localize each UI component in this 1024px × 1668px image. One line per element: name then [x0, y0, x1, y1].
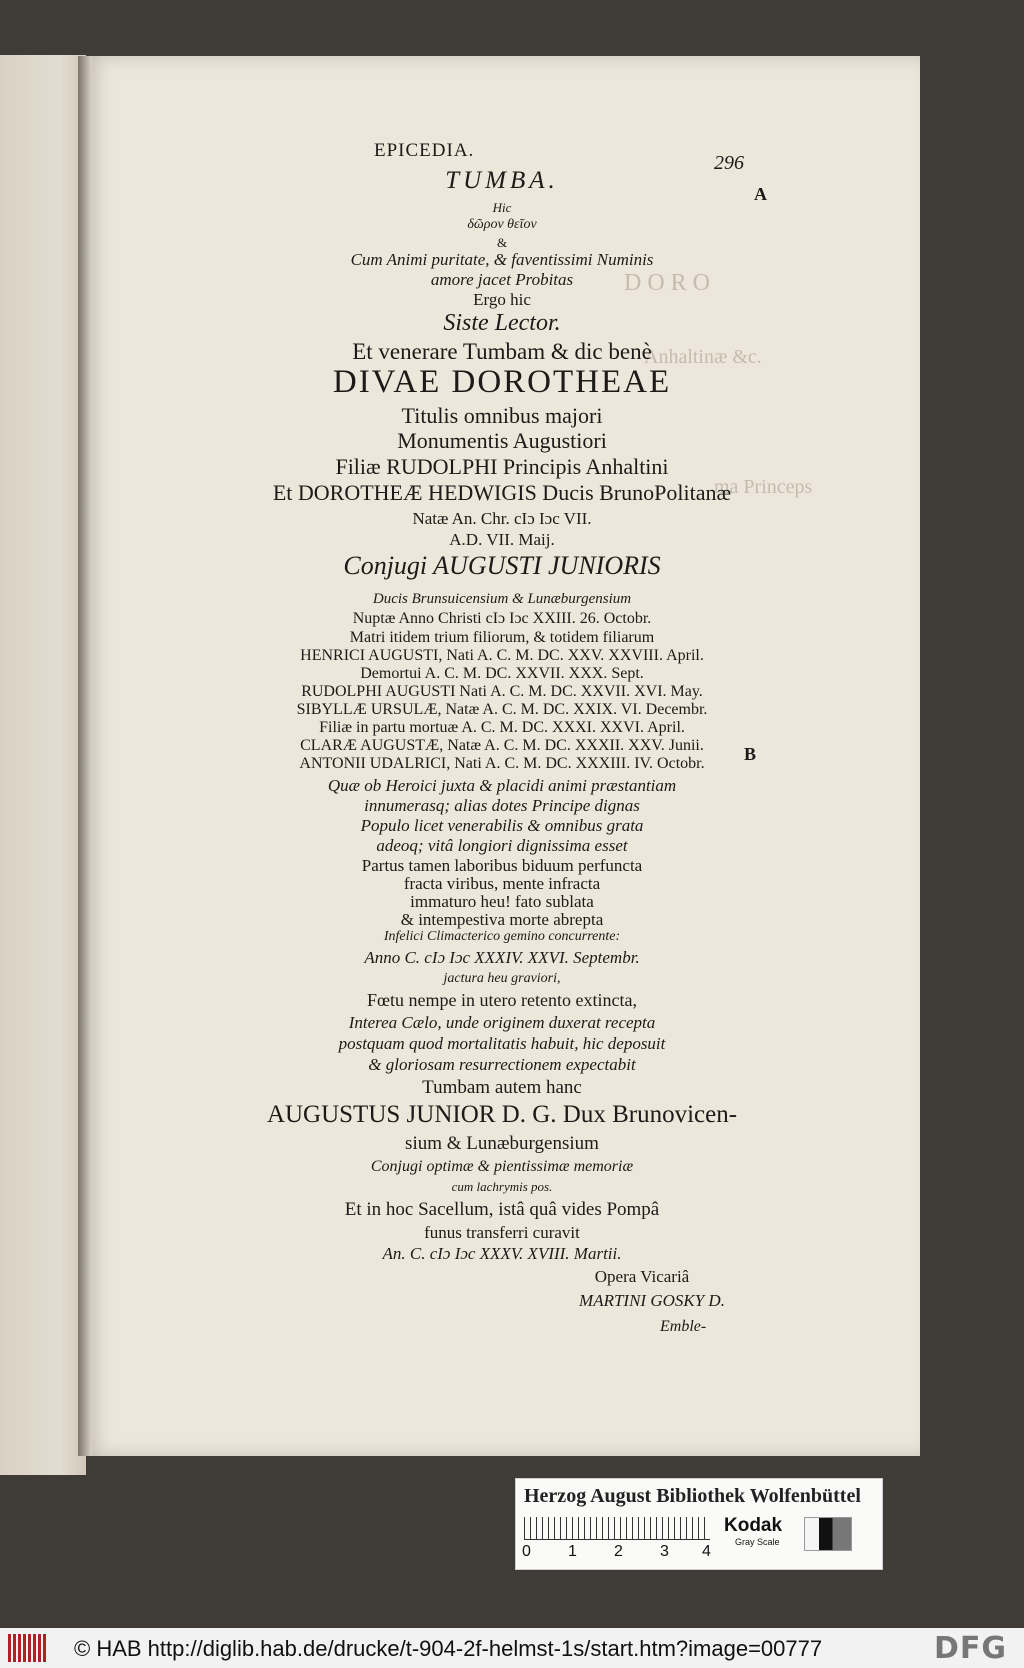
color-calibration-card — [515, 1478, 883, 1570]
poem-line-05: Cum Animi puritate, & faventissimi Numinis — [350, 250, 654, 269]
poem-line-31: adeoq; vitâ longiori dignissima esset — [376, 836, 628, 855]
poem-line-39: Fœtu nempe in utero retento extincta, — [367, 990, 637, 1010]
kodak-label: Kodak — [724, 1515, 783, 1536]
poem-line-04: & — [496, 235, 508, 250]
poem-line-25: Filiæ in partu mortuæ A. C. M. DC. XXXI. XXVI. April. — [319, 719, 685, 736]
poem-line-44: AUGUSTUS JUNIOR D. G. Dux Brunovicen- — [266, 1101, 738, 1128]
poem-line-34: immaturo heu! fato sublata — [410, 892, 594, 911]
poem-line-14: Et DOROTHEÆ HEDWIGIS Ducis BrunoPolitanæ — [272, 480, 732, 505]
poem-line-35: & intempestiva morte abrepta — [400, 910, 604, 929]
poem-line-22: Demortui A. C. M. DC. XXVII. XXX. Sept. — [360, 665, 644, 682]
dfg-logo: DFG — [934, 1631, 1008, 1666]
poem-line-21: HENRICI AUGUSTI, Nati A. C. M. DC. XXV. XXVIII. April. — [300, 647, 704, 664]
poem-line-42: & gloriosam resurrectionem expectabit — [368, 1055, 636, 1074]
bleed-through-text: ma Princeps — [714, 476, 813, 498]
poem-line-51: Opera Vicariâ — [594, 1267, 690, 1286]
poem-line-03: δῶρον θεῖον — [467, 217, 537, 232]
poem-line-27: ANTONII UDALRICI, Nati A. C. M. DC. XXXIII. IV. Octobr. — [299, 755, 705, 772]
poem-line-01: TUMBA. — [445, 167, 559, 194]
poem-line-47: cum lachrymis pos. — [451, 1179, 553, 1194]
signature-mark-a: A — [754, 184, 767, 204]
poem-line-18: Ducis Brunsuicensium & Lunæburgensium — [372, 591, 632, 607]
poem-line-37: Anno C. cIɔ Iɔc XXXIV. XXVI. Septembr. — [364, 948, 640, 967]
copyright-url[interactable]: © HAB http://diglib.hab.de/drucke/t-904-2f-helmst-1s/start.htm?image=00777 — [74, 1636, 823, 1661]
ruler-number: 2 — [614, 1543, 623, 1560]
poem-line-36: Infelici Climacterico gemino concurrente: — [383, 929, 621, 944]
poem-line-15: Natæ An. Chr. cIɔ Iɔc VII. — [412, 509, 592, 528]
poem-line-24: SIBYLLÆ URSULÆ, Natæ A. C. M. DC. XXIX. VI. Decembr. — [296, 701, 708, 718]
poem-line-32: Partus tamen laboribus biduum perfuncta — [361, 856, 643, 875]
poem-line-16: A.D. VII. Maij. — [449, 530, 555, 549]
poem-line-23: RUDOLPHI AUGUSTI Nati A. C. M. DC. XXVII. XVI. May. — [301, 683, 703, 700]
poem-line-43: Tumbam autem hanc — [422, 1077, 582, 1098]
ruler-number: 1 — [568, 1543, 577, 1560]
gray-scale-label: Gray Scale — [735, 1537, 780, 1547]
poem-line-26: CLARÆ AUGUSTÆ, Natæ A. C. M. DC. XXXII. XXV. Junii. — [300, 737, 704, 754]
gray-scale-patch — [804, 1517, 852, 1551]
poem-line-02: Hic — [492, 200, 512, 215]
poem-line-45: sium & Lunæburgensium — [405, 1133, 599, 1154]
ruler-number: 3 — [660, 1543, 669, 1560]
poem-line-41: postquam quod mortalitatis habuit, hic deposuit — [338, 1034, 666, 1053]
running-title: EPICEDIA. — [374, 140, 475, 161]
poem-line-30: Populo licet venerabilis & omnibus grata — [360, 816, 644, 835]
poem-line-50: An. C. cIɔ Iɔc XXXV. XVIII. Martii. — [382, 1244, 622, 1263]
poem-line-06: amore jacet Probitas — [430, 270, 574, 289]
signature-mark-b: B — [744, 744, 757, 764]
ruler-number: 0 — [522, 1543, 531, 1560]
ruler-number: 4 — [702, 1543, 711, 1560]
page-number: 296 — [714, 152, 744, 174]
poem-line-19: Nuptæ Anno Christi cIɔ Iɔc XXIII. 26. Octobr. — [352, 610, 652, 627]
poem-line-33: fracta viribus, mente infracta — [403, 874, 601, 893]
poem-line-09: Et venerare Tumbam & dic benè — [352, 339, 652, 364]
poem-line-17: Conjugi AUGUSTI JUNIORIS — [343, 551, 661, 580]
poem-line-48: Et in hoc Sacellum, istâ quâ vides Pompâ — [344, 1199, 660, 1220]
poem-line-49: funus transferri curavit — [424, 1223, 580, 1242]
poem-line-46: Conjugi optimæ & pientissimæ memoriæ — [370, 1158, 634, 1175]
poem-line-12: Monumentis Augustiori — [397, 428, 607, 453]
poem-line-08: Siste Lector. — [443, 310, 561, 336]
previous-page-edge — [0, 55, 86, 1475]
library-name: Herzog August Bibliothek Wolfenbüttel — [524, 1485, 861, 1507]
barcode-icon — [8, 1634, 48, 1662]
poem-line-38: jactura heu graviori, — [443, 971, 561, 986]
scale-ruler — [524, 1517, 710, 1540]
poem-line-40: Interea Cælo, unde originem duxerat recepta — [348, 1013, 656, 1032]
footer-bar — [0, 1628, 1024, 1668]
poem-line-07: Ergo hic — [473, 290, 531, 309]
bleed-through-text: Anhaltinæ &c. — [644, 346, 762, 368]
poem-line-28: Quæ ob Heroici juxta & placidi animi præstantiam — [327, 776, 677, 795]
poem-line-29: innumerasq; alias dotes Principe dignas — [364, 796, 640, 815]
book-page — [84, 56, 920, 1456]
catchword: Emble- — [660, 1318, 707, 1335]
page-gutter-shadow — [78, 56, 92, 1456]
poem-line-52: MARTINI GOSKY D. — [579, 1291, 725, 1310]
poem-line-11: Titulis omnibus majori — [401, 403, 603, 428]
poem-line-20: Matri itidem trium filiorum, & totidem filiarum — [349, 629, 655, 646]
poem-line-10: DIVAE DOROTHEAE — [332, 364, 672, 400]
bleed-through-text: D O R O — [624, 270, 711, 296]
poem-line-13: Filiæ RUDOLPHI Principis Anhaltini — [335, 454, 669, 479]
